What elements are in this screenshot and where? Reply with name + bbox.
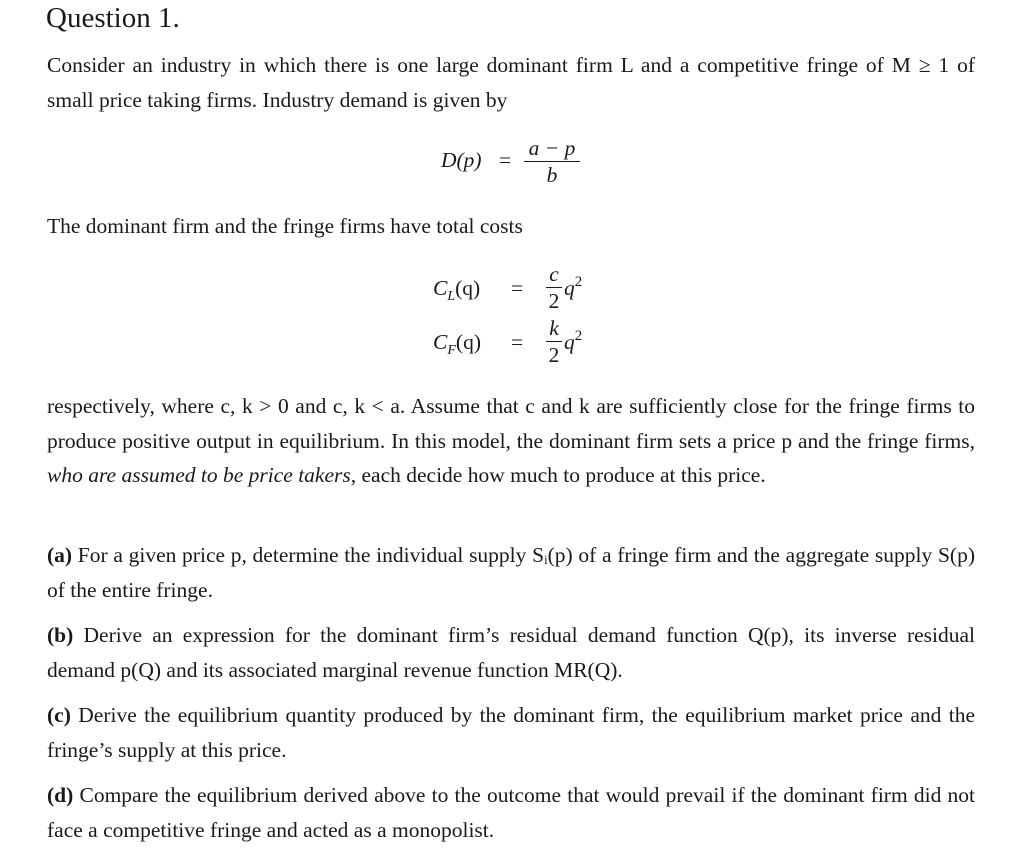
demand-numerator: a − p <box>528 136 576 160</box>
fraction-bar <box>524 161 580 162</box>
part-d-text: Compare the equilibrium derived above to the outcome that would prevail if the dominant firm did not face a competitive fringe and acted as a monopolist. <box>47 783 976 842</box>
part-c-text: Derive the equilibrium quantity produced by the dominant firm, the equilibrium market price and the fringe’s supply at this price. <box>47 703 976 762</box>
intro-paragraph: Consider an industry in which there is one large dominant firm L and a competitive fringe of M ≥ 1 of small price taking firms. Industry demand is given by <box>47 53 975 112</box>
cost-leader-denominator: 2 <box>548 289 560 313</box>
part-a <box>47 538 975 607</box>
part-d-label: (d) <box>47 783 74 807</box>
cost-leader-lhs: $C_L(q)$ <box>433 276 481 304</box>
part-b <box>47 618 975 687</box>
assumptions-paragraph: respectively, where c, k > 0 and c, k < a. Assume that c and k are sufficiently close for the fringe firms to produce positive output in equilibrium. In this model, the dominant firm sets a price p and the fringe firms, who are assumed to be price takers, each decide how much to produce at this price. <box>47 394 975 487</box>
demand-equals: = <box>499 148 512 172</box>
fraction-bar <box>546 341 562 342</box>
cost-leader-tail: $q^2$ <box>564 274 583 300</box>
part-a-label: (a) <box>47 543 73 567</box>
demand-lhs: D(p) <box>441 148 482 172</box>
part-d <box>47 778 975 847</box>
cost-fringe-numerator: k <box>549 316 559 340</box>
cost-fringe-tail: $q^2$ <box>564 328 583 354</box>
costs-intro: The dominant firm and the fringe firms have total costs <box>47 214 523 238</box>
cost-leader-fraction <box>546 262 562 313</box>
part-b-label: (b) <box>47 623 74 647</box>
fraction-bar <box>546 287 562 288</box>
cost-leader-equals: = <box>511 276 524 300</box>
part-b-text: Derive an expression for the dominant firm’s residual demand function Q(p), its inverse residual demand p(Q) and its associated marginal revenue function MR(Q). <box>47 623 976 682</box>
emphasized-text: who are assumed to be price takers <box>47 463 351 487</box>
cost-leader-numerator: c <box>549 262 559 286</box>
demand-fraction <box>524 136 580 187</box>
part-c-label: (c) <box>47 703 71 727</box>
question-heading: Question 1. <box>46 2 180 34</box>
demand-denominator: b <box>546 163 558 187</box>
part-c <box>47 698 975 767</box>
part-a-text: For a given price p, determine the individual supply Sᵢ(p) of a fringe firm and the aggregate supply S(p) of the entire fringe. <box>47 543 975 602</box>
cost-fringe-denominator: 2 <box>548 343 560 367</box>
cost-fringe-fraction <box>546 316 562 367</box>
cost-fringe-lhs: $C_F(q)$ <box>433 330 481 358</box>
cost-fringe-equals: = <box>511 330 524 354</box>
